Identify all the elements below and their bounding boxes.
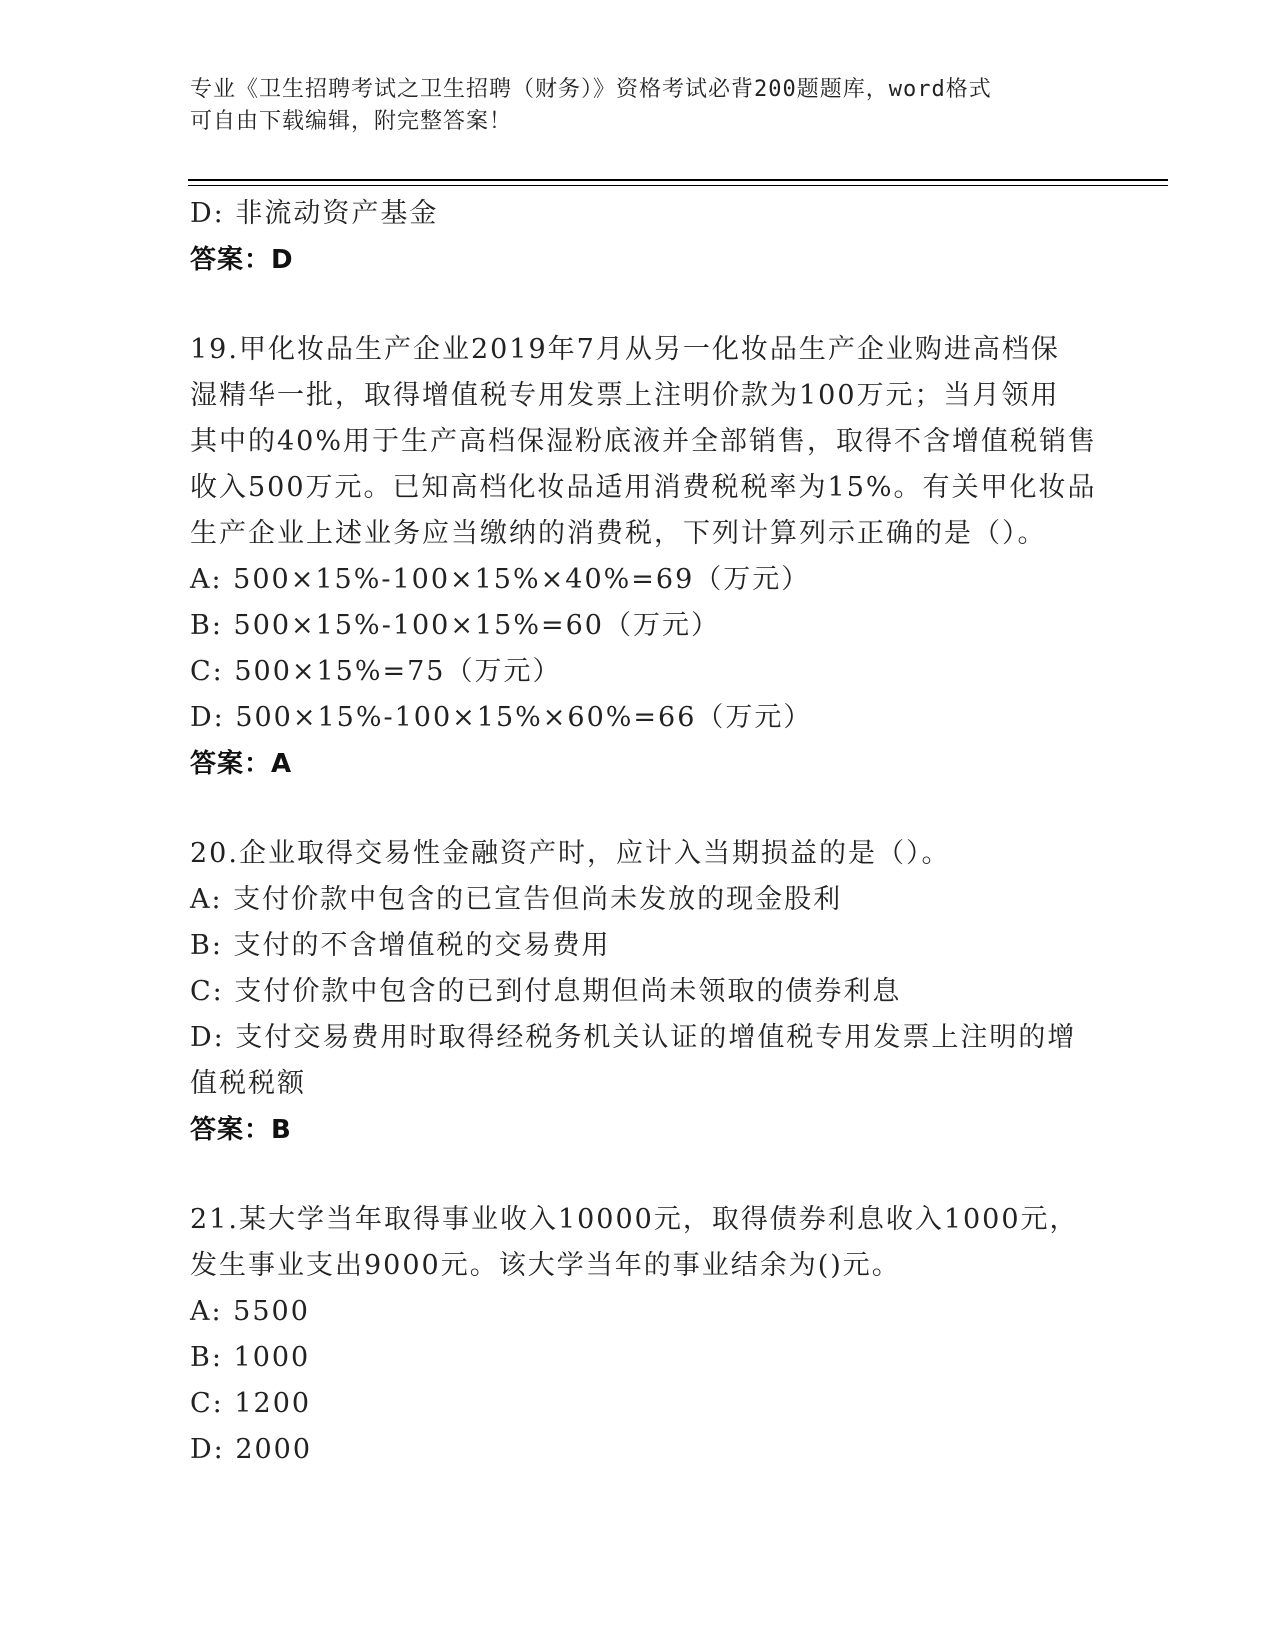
question-content (190, 191, 1098, 1473)
question-20-option-b: B: 支付的不含增值税的交易费用 (190, 930, 611, 961)
header-divider-thin (188, 185, 1168, 186)
header-line-1: 专业《卫生招聘考试之卫生招聘（财务）》资格考试必背200题题库，word格式 (190, 77, 992, 102)
question-20-answer: 答案：B (190, 1115, 292, 1145)
question-20-option-d: D: 支付交易费用时取得经税务机关认证的增值税专用发票上注明的增 (190, 1022, 1077, 1053)
question-19-option-d: D: 500×15%-100×15%×60%=66（万元） (190, 702, 813, 733)
spacer (190, 787, 1090, 831)
question-21-line: 发生事业支出9000元。该大学当年的事业结余为()元。 (190, 1250, 901, 1281)
question-21 (190, 1197, 1090, 1473)
question-21-option-b: B: 1000 (190, 1342, 311, 1373)
prev-answer: 答案：D (190, 245, 294, 275)
question-20 (190, 831, 1090, 1153)
question-20-option-c: C: 支付价款中包含的已到付息期但尚未领取的债券利息 (190, 976, 902, 1007)
spacer (190, 1153, 1090, 1197)
header-line-2: 可自由下载编辑，附完整答案！ (190, 109, 513, 134)
question-20-option-d-cont: 值税税额 (190, 1068, 306, 1099)
header-divider-thick (188, 179, 1168, 181)
question-21-option-a: A: 5500 (190, 1296, 310, 1327)
question-19-line: 生产企业上述业务应当缴纳的消费税，下列计算列示正确的是（）。 (190, 518, 1047, 549)
question-19-option-a: A: 500×15%-100×15%×40%=69（万元） (190, 564, 811, 595)
question-19-option-c: C: 500×15%=75（万元） (190, 656, 562, 687)
question-19 (190, 327, 1098, 787)
question-19-answer: 答案：A (190, 749, 293, 779)
question-19-option-b: B: 500×15%-100×15%=60（万元） (190, 610, 720, 641)
prev-option-d: D: 非流动资产基金 (190, 198, 439, 229)
document-header (190, 74, 1090, 138)
question-20-line: 20.企业取得交易性金融资产时，应计入当期损益的是（）。 (190, 838, 951, 869)
question-19-line: 湿精华一批，取得增值税专用发票上注明价款为100万元；当月领用 (190, 380, 1060, 411)
question-21-option-d: D: 2000 (190, 1434, 313, 1465)
question-21-option-c: C: 1200 (190, 1388, 312, 1419)
question-21-line: 21.某大学当年取得事业收入10000元，取得债券利息收入1000元， (190, 1204, 1079, 1235)
question-20-option-a: A: 支付价款中包含的已宣告但尚未发放的现金股利 (190, 884, 843, 915)
question-19-line: 其中的40%用于生产高档保湿粉底液并全部销售，取得不含增值税销售 (190, 426, 1098, 457)
spacer (190, 283, 1090, 327)
question-19-line: 19.甲化妆品生产企业2019年7月从另一化妆品生产企业购进高档保 (190, 334, 1060, 365)
question-19-line: 收入500万元。已知高档化妆品适用消费税税率为15%。有关甲化妆品 (190, 472, 1097, 503)
